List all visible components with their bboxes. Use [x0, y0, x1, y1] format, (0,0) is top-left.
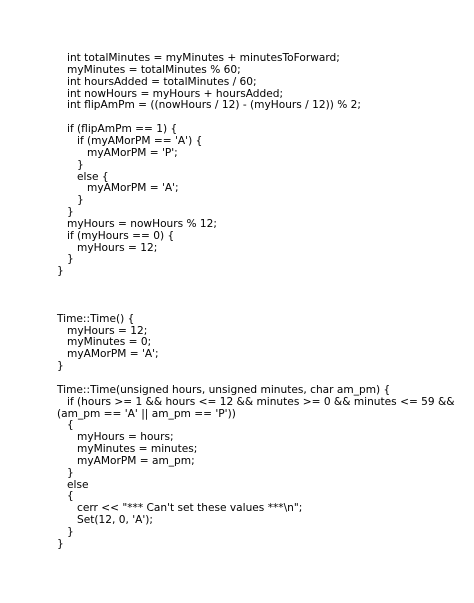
code-line: }	[57, 360, 64, 373]
code-line: myHours = 12;	[67, 324, 148, 337]
code-line: myHours = hours;	[77, 431, 174, 444]
code-line: myHours = nowHours % 12;	[67, 217, 217, 230]
code-line: {	[67, 419, 74, 432]
code-line: else {	[77, 170, 109, 183]
code-line: }	[67, 526, 74, 538]
code-line: int hoursAdded = totalMinutes / 60;	[67, 75, 257, 88]
code-line: int nowHours = myHours + hoursAdded;	[67, 87, 284, 100]
code-line: myMinutes = minutes;	[77, 443, 198, 456]
code-line: myMinutes = totalMinutes % 60;	[67, 63, 241, 76]
code-line: }	[77, 158, 84, 171]
code-line: }	[67, 206, 74, 219]
code-line: {	[67, 490, 74, 503]
code-line: cerr << "*** Can't set these values ***\n";	[77, 502, 303, 515]
code-line: }	[57, 537, 64, 550]
code-line: myMinutes = 0;	[67, 336, 152, 349]
code-line: myAMorPM = am_pm;	[77, 454, 195, 467]
code-line: Time::Time(unsigned hours, unsigned minutes, char am_pm) {	[57, 383, 391, 396]
code-line: }	[57, 265, 64, 278]
code-line: if (myAMorPM == 'A') {	[77, 134, 203, 147]
code-line: int flipAmPm = ((nowHours / 12) - (myHours / 12)) % 2;	[67, 99, 361, 112]
code-line: (am_pm == 'A' || am_pm == 'P'))	[57, 407, 236, 420]
code-line: if (hours >= 1 && hours <= 12 && minutes >= 0 && minutes <= 59 &&	[67, 395, 455, 408]
code-line: if (flipAmPm == 1) {	[67, 123, 178, 136]
code-line: myHours = 12;	[77, 241, 158, 254]
code-line: }	[67, 253, 74, 266]
code-line: }	[77, 194, 84, 207]
code-line: else	[67, 478, 89, 491]
code-line: Time::Time() {	[57, 312, 135, 325]
code-line: myAMorPM = 'A';	[87, 182, 179, 195]
code-line: Set(12, 0, 'A');	[77, 514, 153, 527]
code-line: int totalMinutes = myMinutes + minutesToForward;	[67, 52, 340, 64]
code-line: }	[67, 466, 74, 479]
code-line: if (myHours == 0) {	[67, 229, 175, 242]
code-line: myAMorPM = 'A';	[67, 348, 159, 361]
code-line: myAMorPM = 'P';	[87, 146, 178, 159]
